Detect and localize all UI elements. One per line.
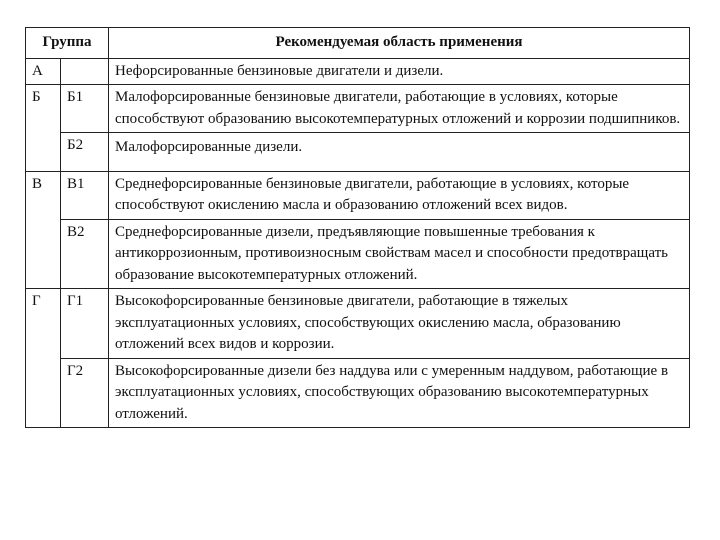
table-row: [26, 85, 690, 133]
cell-application: Малофорсированные дизели.: [109, 133, 690, 172]
table-row: [26, 289, 690, 359]
cell-subgroup: Б2: [61, 133, 109, 172]
table-row: [26, 133, 690, 172]
cell-application: Среднефорсированные бензиновые двигатели, работающие в условиях, которые способствуют окислению масла и образованию отложений всех видов.: [109, 171, 690, 219]
cell-group: Г: [26, 289, 61, 428]
cell-subgroup: [61, 58, 109, 85]
cell-subgroup: Г2: [61, 358, 109, 428]
cell-application: Среднефорсированные дизели, предъявляющие повышенные требования к антикоррозионным, противоизносным свойствам масел и способности предотвращать образование высокотемпературных отложений.: [109, 219, 690, 289]
cell-application: Высокофорсированные бензиновые двигатели, работающие в тяжелых эксплуатационных условиях, способствующих окислению масла, образованию отложений всех видов и коррозии.: [109, 289, 690, 359]
header-application-area: Рекомендуемая область применения: [109, 28, 690, 59]
cell-subgroup: В1: [61, 171, 109, 219]
cell-group: Б: [26, 85, 61, 172]
table-row: [26, 171, 690, 219]
cell-group: В: [26, 171, 61, 289]
cell-group: А: [26, 58, 61, 85]
table-row: [26, 219, 690, 289]
cell-application: Нефорсированные бензиновые двигатели и дизели.: [109, 58, 690, 85]
oil-group-table: [25, 27, 690, 428]
header-group: Группа: [26, 28, 109, 59]
cell-application: Высокофорсированные дизели без наддува или с умеренным наддувом, работающие в эксплуатационных условиях, способствующих образованию высокотемпературных отложений.: [109, 358, 690, 428]
table-row: [26, 58, 690, 85]
cell-subgroup: Б1: [61, 85, 109, 133]
cell-application: Малофорсированные бензиновые двигатели, работающие в условиях, которые способствуют образованию высокотемпературных отложений и коррозии подшипников.: [109, 85, 690, 133]
cell-subgroup: Г1: [61, 289, 109, 359]
table-row: [26, 358, 690, 428]
cell-subgroup: В2: [61, 219, 109, 289]
table-header-row: [26, 28, 690, 59]
